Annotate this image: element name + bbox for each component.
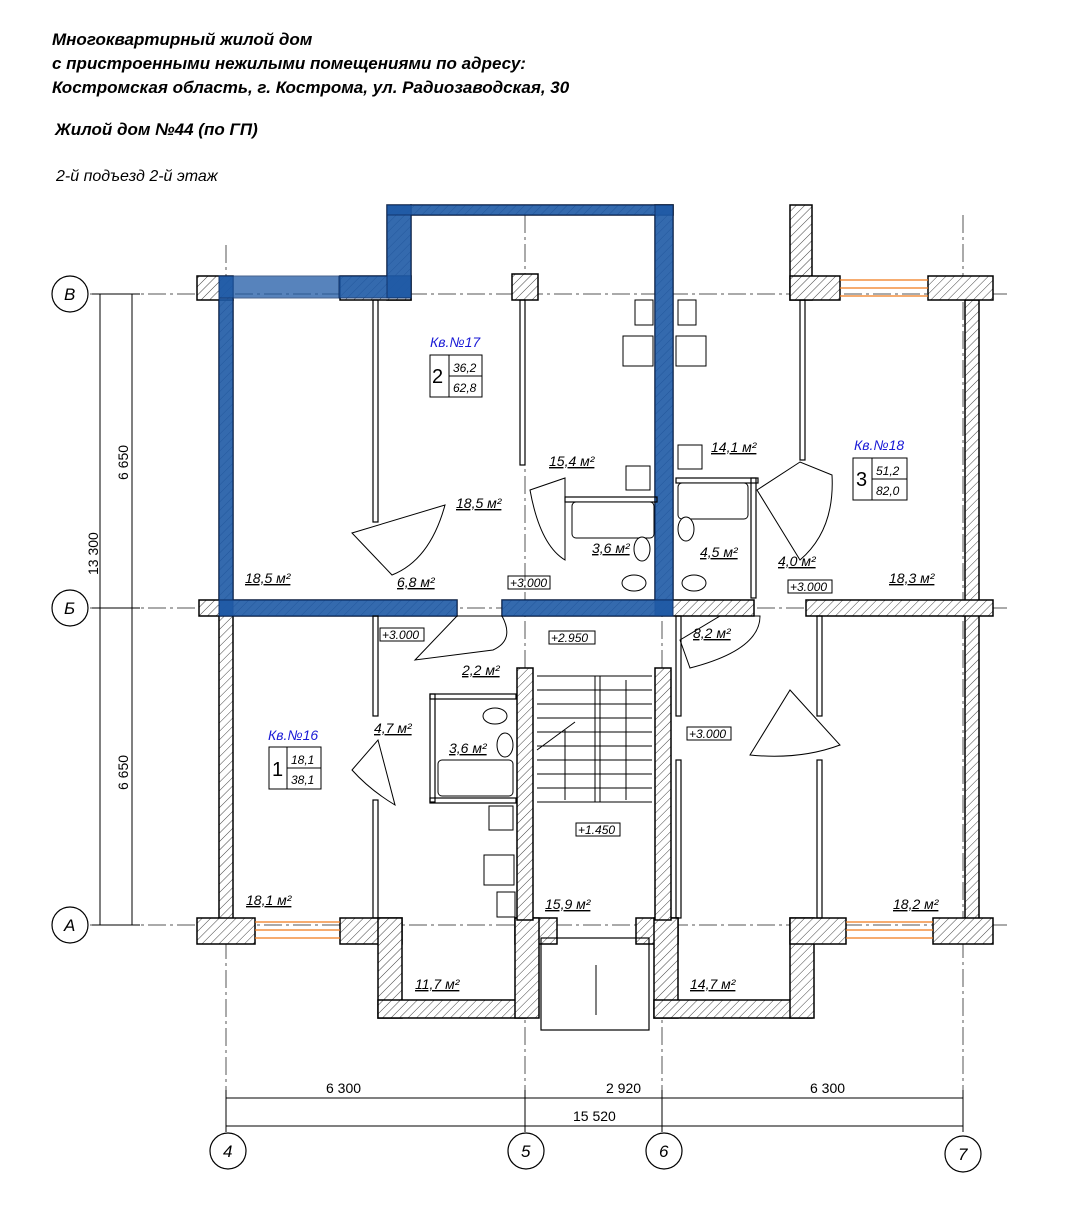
dimension-right: 6 300: [810, 1080, 846, 1096]
room-area: 6,8 м²: [397, 574, 435, 590]
dimension-total-vertical: 13 300: [85, 532, 101, 575]
room-area: 8,2 м²: [693, 625, 731, 641]
room-area: 3,6 м²: [592, 540, 630, 556]
axis-label-a: А: [64, 916, 76, 935]
room-area: 3,6 м²: [449, 740, 487, 756]
level-mark: +3.000: [790, 580, 828, 594]
dimension-lower: 6 650: [115, 754, 131, 790]
fixtures: [438, 274, 748, 917]
dimension-middle: 2 920: [606, 1080, 642, 1096]
axis-label-v: В: [64, 285, 76, 304]
room-area: 4,0 м²: [778, 553, 816, 569]
axis-label-5: 5: [521, 1142, 531, 1161]
apartment-16-living: 18,1: [291, 753, 315, 767]
dimension-upper: 6 650: [115, 444, 131, 480]
room-area: 18,3 м²: [889, 570, 935, 586]
axis-label-7: 7: [958, 1145, 968, 1164]
room-area: 14,1 м²: [711, 439, 757, 455]
apartment-17-label: Кв.№17: [430, 334, 481, 350]
room-area: 18,5 м²: [456, 495, 502, 511]
floor-caption: 2-й подъезд 2-й этаж: [56, 168, 218, 185]
apartment-16-rooms: 1: [272, 759, 284, 781]
level-mark: +3.000: [382, 628, 420, 642]
axis-label-6: 6: [659, 1142, 669, 1161]
room-area: 2,2 м²: [462, 662, 500, 678]
axis-label-b: Б: [64, 599, 76, 618]
partitions: [373, 300, 822, 1030]
room-area: 4,7 м²: [374, 720, 412, 736]
room-area: 4,5 м²: [700, 544, 738, 560]
level-mark: +1.450: [578, 823, 616, 837]
room-area: 18,5 м²: [245, 570, 291, 586]
staircase: [537, 676, 652, 1015]
apartment-17-living: 36,2: [453, 361, 477, 375]
room-area: 11,7 м²: [415, 976, 460, 992]
title-line-1: Многоквартирный жилой дом: [52, 30, 313, 49]
apartment-16-total: 38,1: [291, 773, 315, 787]
apartment-16-label: Кв.№16: [268, 727, 319, 743]
apartment-18-rooms: 3: [856, 469, 868, 491]
room-area: 15,4 м²: [549, 453, 595, 469]
room-area: 18,1 м²: [246, 892, 292, 908]
level-mark: +2.950: [551, 631, 589, 645]
level-mark: +3.000: [689, 727, 727, 741]
apartment-17-rooms: 2: [432, 366, 444, 388]
title-line-2: с пристроенными нежилыми помещениями по адресу:: [52, 54, 526, 73]
title-line-3: Костромская область, г. Кострома, ул. Радиозаводская, 30: [52, 78, 570, 97]
room-area: 18,2 м²: [893, 896, 939, 912]
room-area: 14,7 м²: [690, 976, 736, 992]
room-area: 15,9 м²: [545, 896, 591, 912]
apartment-boxes: [269, 355, 907, 789]
dimension-left: 6 300: [326, 1080, 362, 1096]
apartment-18-living: 51,2: [876, 464, 900, 478]
level-mark: +3.000: [510, 576, 548, 590]
apartment-18-label: Кв.№18: [854, 437, 905, 453]
apartment-17-total: 62,8: [453, 381, 477, 395]
dimension-total-horizontal: 15 520: [573, 1108, 616, 1124]
apartment-18-total: 82,0: [876, 484, 900, 498]
house-title: Жилой дом №44 (по ГП): [55, 120, 258, 139]
axis-label-4: 4: [223, 1142, 233, 1161]
